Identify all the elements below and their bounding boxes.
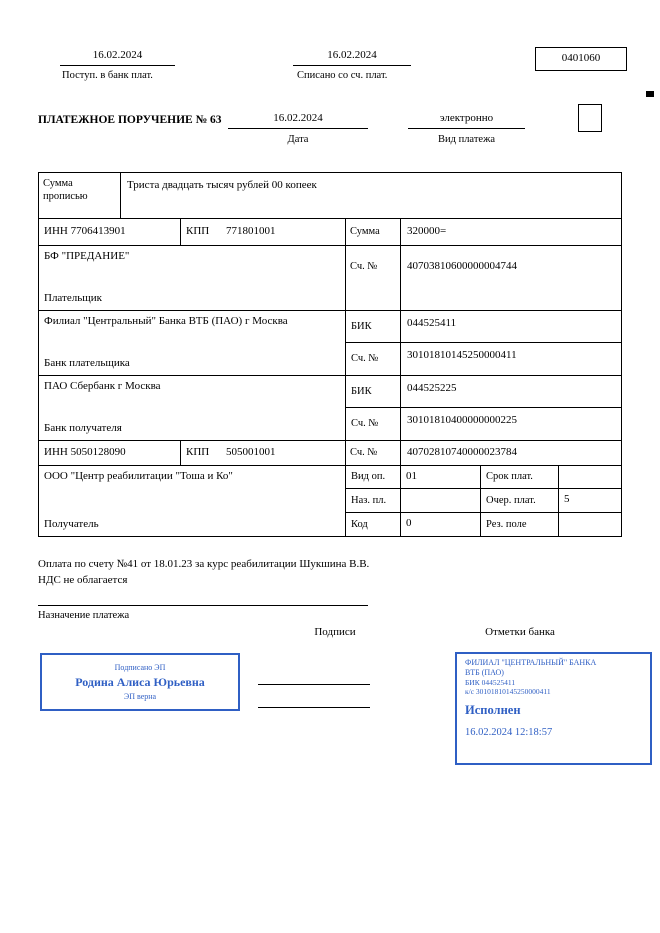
payee-bank-cell bbox=[39, 376, 346, 441]
rez-pole-label: Рез. поле bbox=[481, 513, 559, 536]
signature-stamp bbox=[40, 653, 240, 711]
doc-date-label: Дата bbox=[287, 134, 309, 145]
payer-name: БФ "ПРЕДАНИЕ" bbox=[44, 250, 130, 262]
status-box bbox=[578, 104, 602, 132]
payer-cell bbox=[39, 246, 346, 311]
payee-bank-account: 30101810400000000225 bbox=[401, 408, 621, 441]
signature-stamp-line1: Подписано ЭП bbox=[114, 662, 166, 672]
payee-bank-name: ПАО Сбербанк г Москва bbox=[44, 380, 161, 392]
bank-stamp-bik: БИК 044525411 bbox=[465, 678, 516, 687]
payee-section-label: Получатель bbox=[44, 518, 99, 531]
purpose-label: Назначение платежа bbox=[38, 610, 130, 621]
received-date: 16.02.2024 bbox=[60, 49, 175, 66]
signature-line-2 bbox=[258, 707, 370, 708]
payee-kpp-label: КПП bbox=[186, 446, 210, 458]
payer-account-label: Сч. № bbox=[346, 246, 401, 311]
page-marker bbox=[646, 91, 654, 97]
payer-bank-bik-label: БИК bbox=[346, 311, 401, 343]
purpose-line2: НДС не облагается bbox=[38, 574, 128, 586]
kod-label: Код bbox=[346, 513, 401, 536]
ocher-plat-label: Очер. плат. bbox=[481, 489, 559, 513]
received-date-label: Поступ. в банк плат. bbox=[62, 70, 153, 81]
kod-value: 0 bbox=[401, 513, 481, 536]
payer-section-label: Плательщик bbox=[44, 292, 102, 305]
bank-stamp-bank-line2: ВТБ (ПАО) bbox=[465, 668, 504, 677]
payee-kpp-value: 505001001 bbox=[225, 446, 276, 458]
bank-stamp bbox=[455, 652, 652, 765]
purpose-underline bbox=[38, 605, 368, 606]
payer-kpp-value: 771801001 bbox=[225, 225, 276, 237]
payee-name: ООО "Центр реабилитации "Тоша и Ко" bbox=[44, 470, 233, 482]
debited-date: 16.02.2024 bbox=[293, 49, 411, 66]
amount-value: 320000= bbox=[401, 219, 621, 246]
rez-pole-value bbox=[559, 513, 621, 536]
signatures-heading: Подписи bbox=[314, 626, 356, 638]
payer-bank-name: Филиал "Центральный" Банка ВТБ (ПАО) г Москва bbox=[44, 315, 288, 327]
debited-date-label: Списано со сч. плат. bbox=[297, 70, 388, 81]
payer-bank-section-label: Банк плательщика bbox=[44, 357, 130, 370]
payer-bank-cell bbox=[39, 311, 346, 376]
purpose-line1: Оплата по счету №41 от 18.01.23 за курс реабилитации Шукшина В.В. bbox=[38, 558, 370, 570]
srok-plat-value bbox=[559, 466, 621, 489]
signature-line-1 bbox=[258, 684, 370, 685]
doc-title: ПЛАТЕЖНОЕ ПОРУЧЕНИЕ № 63 bbox=[38, 114, 222, 126]
vid-op-value: 01 bbox=[401, 466, 481, 489]
payment-table bbox=[38, 172, 622, 537]
payee-inn: ИНН 5050128090 bbox=[39, 441, 181, 466]
payee-bank-account-label: Сч. № bbox=[346, 408, 401, 441]
payer-kpp-cell bbox=[181, 219, 346, 246]
payer-bank-account: 30101810145250000411 bbox=[401, 343, 621, 376]
payee-cell bbox=[39, 466, 346, 536]
payer-inn: ИНН 7706413901 bbox=[39, 219, 181, 246]
payer-account: 40703810600000004744 bbox=[401, 246, 621, 311]
signer-name: Родина Алиса Юрьевна bbox=[75, 674, 205, 689]
bank-marks-heading: Отметки банка bbox=[485, 626, 555, 638]
amount-words-value: Триста двадцать тысяч рублей 00 копеек bbox=[121, 173, 621, 219]
payee-account: 40702810740000023784 bbox=[401, 441, 621, 466]
payer-bank-account-label: Сч. № bbox=[346, 343, 401, 376]
doc-date: 16.02.2024 bbox=[228, 112, 368, 129]
payment-kind: электронно bbox=[408, 112, 525, 129]
payee-bank-bik: 044525225 bbox=[401, 376, 621, 408]
bank-stamp-bank-line1: ФИЛИАЛ "ЦЕНТРАЛЬНЫЙ" БАНКА bbox=[465, 658, 597, 667]
srok-plat-label: Срок плат. bbox=[481, 466, 559, 489]
naz-pl-value bbox=[401, 489, 481, 513]
payee-bank-bik-label: БИК bbox=[346, 376, 401, 408]
form-code-box: 0401060 bbox=[535, 47, 627, 71]
payer-bank-bik: 044525411 bbox=[401, 311, 621, 343]
naz-pl-label: Наз. пл. bbox=[346, 489, 401, 513]
signature-stamp-line3: ЭП верна bbox=[123, 691, 157, 701]
ocher-plat-value: 5 bbox=[559, 489, 621, 513]
amount-words-label: Сумма прописью bbox=[39, 173, 121, 219]
payment-kind-label: Вид платежа bbox=[437, 134, 495, 145]
payer-kpp-label: КПП bbox=[186, 225, 210, 237]
bank-stamp-status: Исполнен bbox=[465, 702, 521, 717]
payee-account-label: Сч. № bbox=[346, 441, 401, 466]
vid-op-label: Вид оп. bbox=[346, 466, 401, 489]
bank-stamp-timestamp: 16.02.2024 12:18:57 bbox=[465, 727, 553, 739]
payee-kpp-cell bbox=[181, 441, 346, 466]
amount-label: Сумма bbox=[346, 219, 401, 246]
bank-stamp-corr-account: к/с 30101810145250000411 bbox=[465, 687, 551, 697]
payee-bank-section-label: Банк получателя bbox=[44, 422, 122, 435]
